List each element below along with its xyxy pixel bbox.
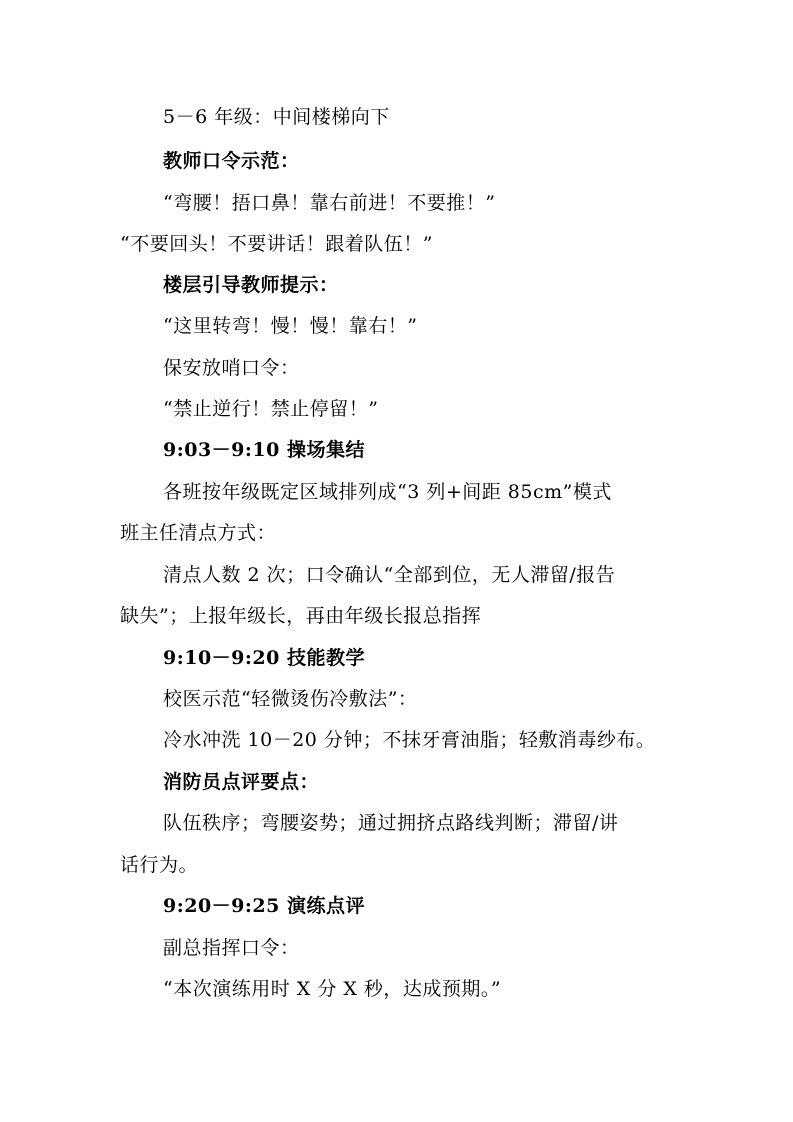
headcount-text-2: 缺失”；上报年级长，再由年级长报总指挥 [120,605,482,627]
deputy-command-quote: “本次演练用时 X 分 X 秒，达成预期。” [163,978,502,1000]
assembly-formation-text: 各班按年级既定区域排列成“3 列+间距 85cm”模式 [163,481,612,503]
security-command-heading: 保安放哨口令： [163,357,300,379]
teacher-command-heading: 教师口令示范： [163,150,300,172]
teacher-command-quote-1: “弯腰！捂口鼻！靠右前进！不要推！” [163,192,496,214]
section-review-title: 9:20－9:25 演练点评 [163,895,365,917]
firefighter-review-text-2: 话行为。 [120,854,199,876]
security-command-quote: “禁止逆行！禁止停留！” [163,398,379,420]
section-assembly-title: 9:03－9:10 操场集结 [163,439,365,461]
nurse-demo-heading: 校医示范“轻微烫伤冷敷法”： [163,688,418,710]
deputy-command-heading: 副总指挥口令： [163,937,300,959]
section-skills-title: 9:10－9:20 技能教学 [163,647,365,669]
teacher-command-quote-2: “不要回头！不要讲话！跟着队伍！” [120,233,433,255]
firefighter-review-text-1: 队伍秩序；弯腰姿势；通过拥挤点路线判断；滞留/讲 [163,812,619,834]
floor-guide-heading: 楼层引导教师提示： [163,274,339,296]
grade-5-6-route: 5－6 年级：中间楼梯向下 [163,106,390,128]
firefighter-review-heading: 消防员点评要点： [163,771,320,793]
floor-guide-quote: “这里转弯！慢！慢！靠右！” [163,315,418,337]
burn-care-text: 冷水冲洗 10－20 分钟；不抹牙膏油脂；轻敷消毒纱布。 [163,729,656,751]
headcount-heading: 班主任清点方式： [120,522,277,544]
headcount-text-1: 清点人数 2 次；口令确认“全部到位，无人滞留/报告 [163,564,616,586]
